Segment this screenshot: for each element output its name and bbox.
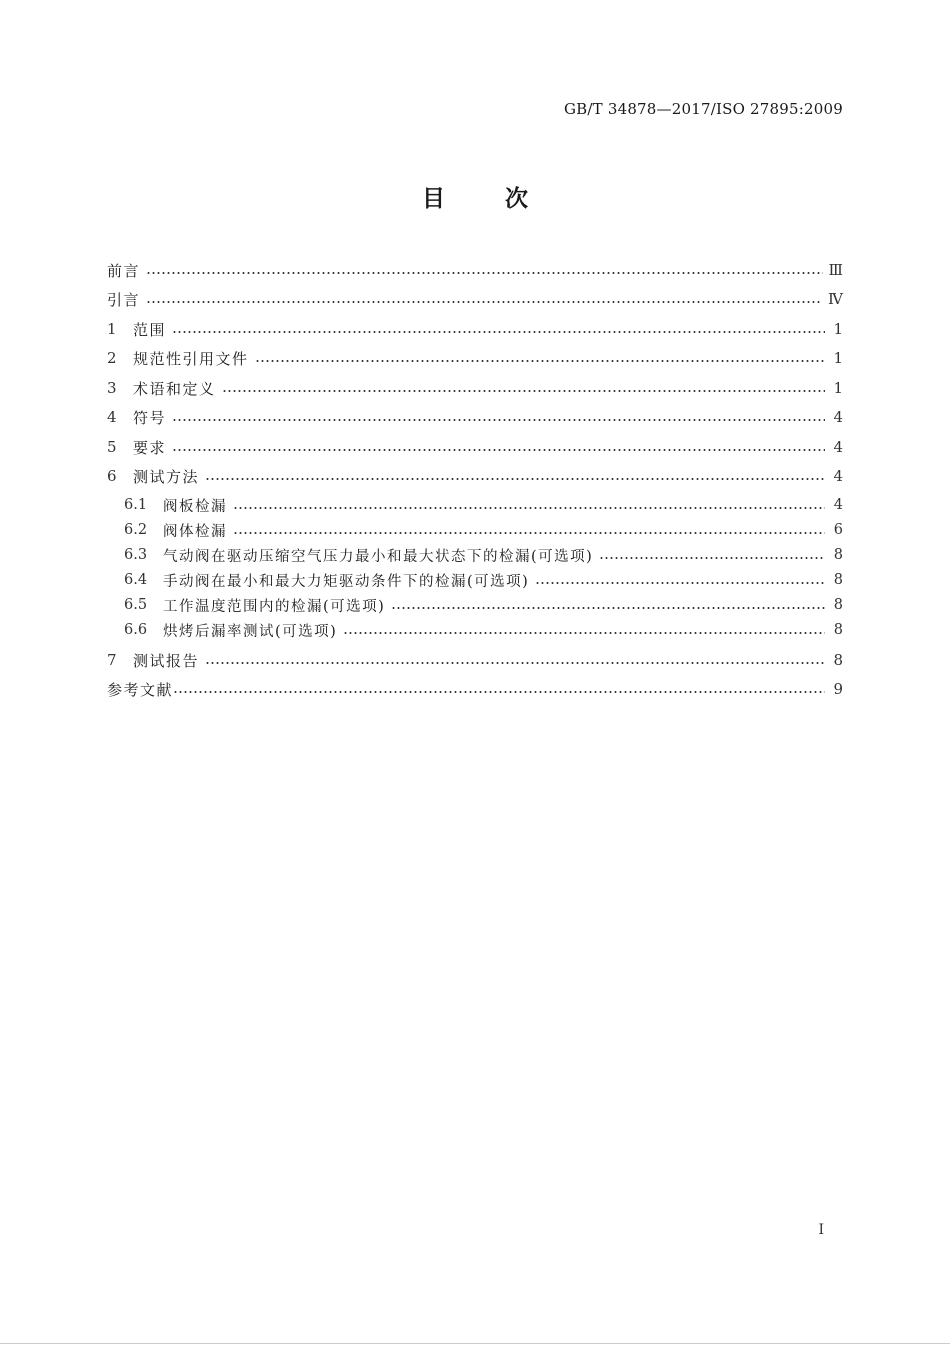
toc-entry-number: 4 (107, 408, 117, 426)
toc-entry-page: 1 (833, 320, 843, 338)
toc-entry-label: 前言 (107, 261, 141, 280)
toc-entry-number: 6.3 (124, 547, 148, 563)
toc-entry-label: 要求 (133, 438, 167, 457)
dot-leader (205, 662, 825, 664)
toc-entry-page: 4 (833, 408, 843, 426)
toc-entry-5[interactable] (107, 435, 843, 459)
dot-leader (146, 272, 823, 274)
toc-entry-6-3[interactable] (124, 543, 843, 567)
toc-entry-number: 2 (107, 349, 117, 367)
toc-entry-number: 6.4 (124, 572, 148, 588)
toc-entry-label: 引言 (107, 290, 141, 309)
toc-entry-page: 8 (833, 651, 843, 669)
toc-entry-page: 4 (833, 467, 843, 485)
dot-leader (391, 607, 825, 609)
dot-leader (535, 582, 825, 584)
toc-entry-page: 8 (833, 597, 843, 613)
toc-entry-label: 范围 (133, 320, 167, 339)
dot-leader (233, 532, 825, 534)
dot-leader (172, 419, 825, 421)
toc-entry-number: 7 (107, 651, 117, 669)
toc-entry-2[interactable] (107, 346, 843, 370)
dot-leader (172, 331, 825, 333)
dot-leader (255, 360, 825, 362)
toc-entry-page: Ⅲ (828, 261, 843, 279)
toc-entry-page: 1 (833, 379, 843, 397)
title-part-2: 次 (505, 186, 528, 212)
toc-entry-3[interactable] (107, 376, 843, 400)
toc-entry-label: 测试方法 (133, 467, 200, 486)
toc-entry-label: 工作温度范围内的检漏(可选项) (163, 598, 386, 615)
toc-entry-introduction[interactable] (107, 287, 843, 311)
toc-entry-label: 参考文献 (107, 680, 174, 699)
toc-entry-6-4[interactable] (124, 568, 843, 592)
toc-entry-6-2[interactable] (124, 518, 843, 542)
dot-leader (233, 507, 825, 509)
toc-entry-1[interactable] (107, 317, 843, 341)
toc-entry-number: 6.6 (124, 622, 148, 638)
page-title (0, 180, 950, 213)
toc-entry-label: 符号 (133, 408, 167, 427)
toc-entry-label: 手动阀在最小和最大力矩驱动条件下的检漏(可选项) (163, 573, 530, 590)
toc-entry-number: 6 (107, 467, 117, 485)
toc-entry-label: 气动阀在驱动压缩空气压力最小和最大状态下的检漏(可选项) (163, 548, 594, 565)
page-edge-divider (0, 1343, 950, 1344)
toc-entry-page: 1 (833, 349, 843, 367)
toc-entry-6-5[interactable] (124, 593, 843, 617)
dot-leader (146, 301, 822, 303)
toc-entry-number: 6.1 (124, 497, 148, 513)
toc-entry-6-1[interactable] (124, 493, 843, 517)
toc-entry-label: 测试报告 (133, 651, 200, 670)
title-part-1: 目 (422, 186, 445, 212)
toc-entry-number: 6.5 (124, 597, 148, 613)
toc-entry-6[interactable] (107, 464, 843, 488)
toc-entry-page: 6 (833, 522, 843, 538)
toc-entry-page: 8 (833, 572, 843, 588)
toc-entry-label: 阀体检漏 (163, 523, 227, 540)
toc-entry-bibliography[interactable] (107, 677, 843, 701)
dot-leader (599, 557, 825, 559)
toc-entry-number: 3 (107, 379, 117, 397)
toc-entry-foreword[interactable] (107, 258, 843, 282)
toc-entry-page: 4 (833, 438, 843, 456)
toc-entry-number: 6.2 (124, 522, 148, 538)
dot-leader (205, 478, 825, 480)
toc-entry-page: 8 (833, 547, 843, 563)
toc-entry-page: 4 (833, 497, 843, 513)
toc-entry-6-6[interactable] (124, 618, 843, 642)
standard-code-header: GB/T 34878—2017/ISO 27895:2009 (564, 100, 843, 118)
toc-entry-number: 5 (107, 438, 117, 456)
dot-leader (222, 390, 825, 392)
dot-leader (173, 691, 825, 693)
toc-entry-4[interactable] (107, 405, 843, 429)
toc-entry-page: 9 (833, 680, 843, 698)
toc-entry-label: 烘烤后漏率测试(可选项) (163, 623, 338, 640)
page-number: I (818, 1222, 824, 1238)
toc-entry-label: 阀板检漏 (163, 498, 227, 515)
toc-entry-7[interactable] (107, 648, 843, 672)
toc-entry-label: 术语和定义 (133, 379, 216, 398)
toc-entry-page: Ⅳ (828, 290, 843, 308)
toc-entry-page: 8 (833, 622, 843, 638)
toc-entry-number: 1 (107, 320, 117, 338)
toc-entry-label: 规范性引用文件 (133, 349, 249, 368)
dot-leader (172, 449, 825, 451)
dot-leader (343, 632, 825, 634)
